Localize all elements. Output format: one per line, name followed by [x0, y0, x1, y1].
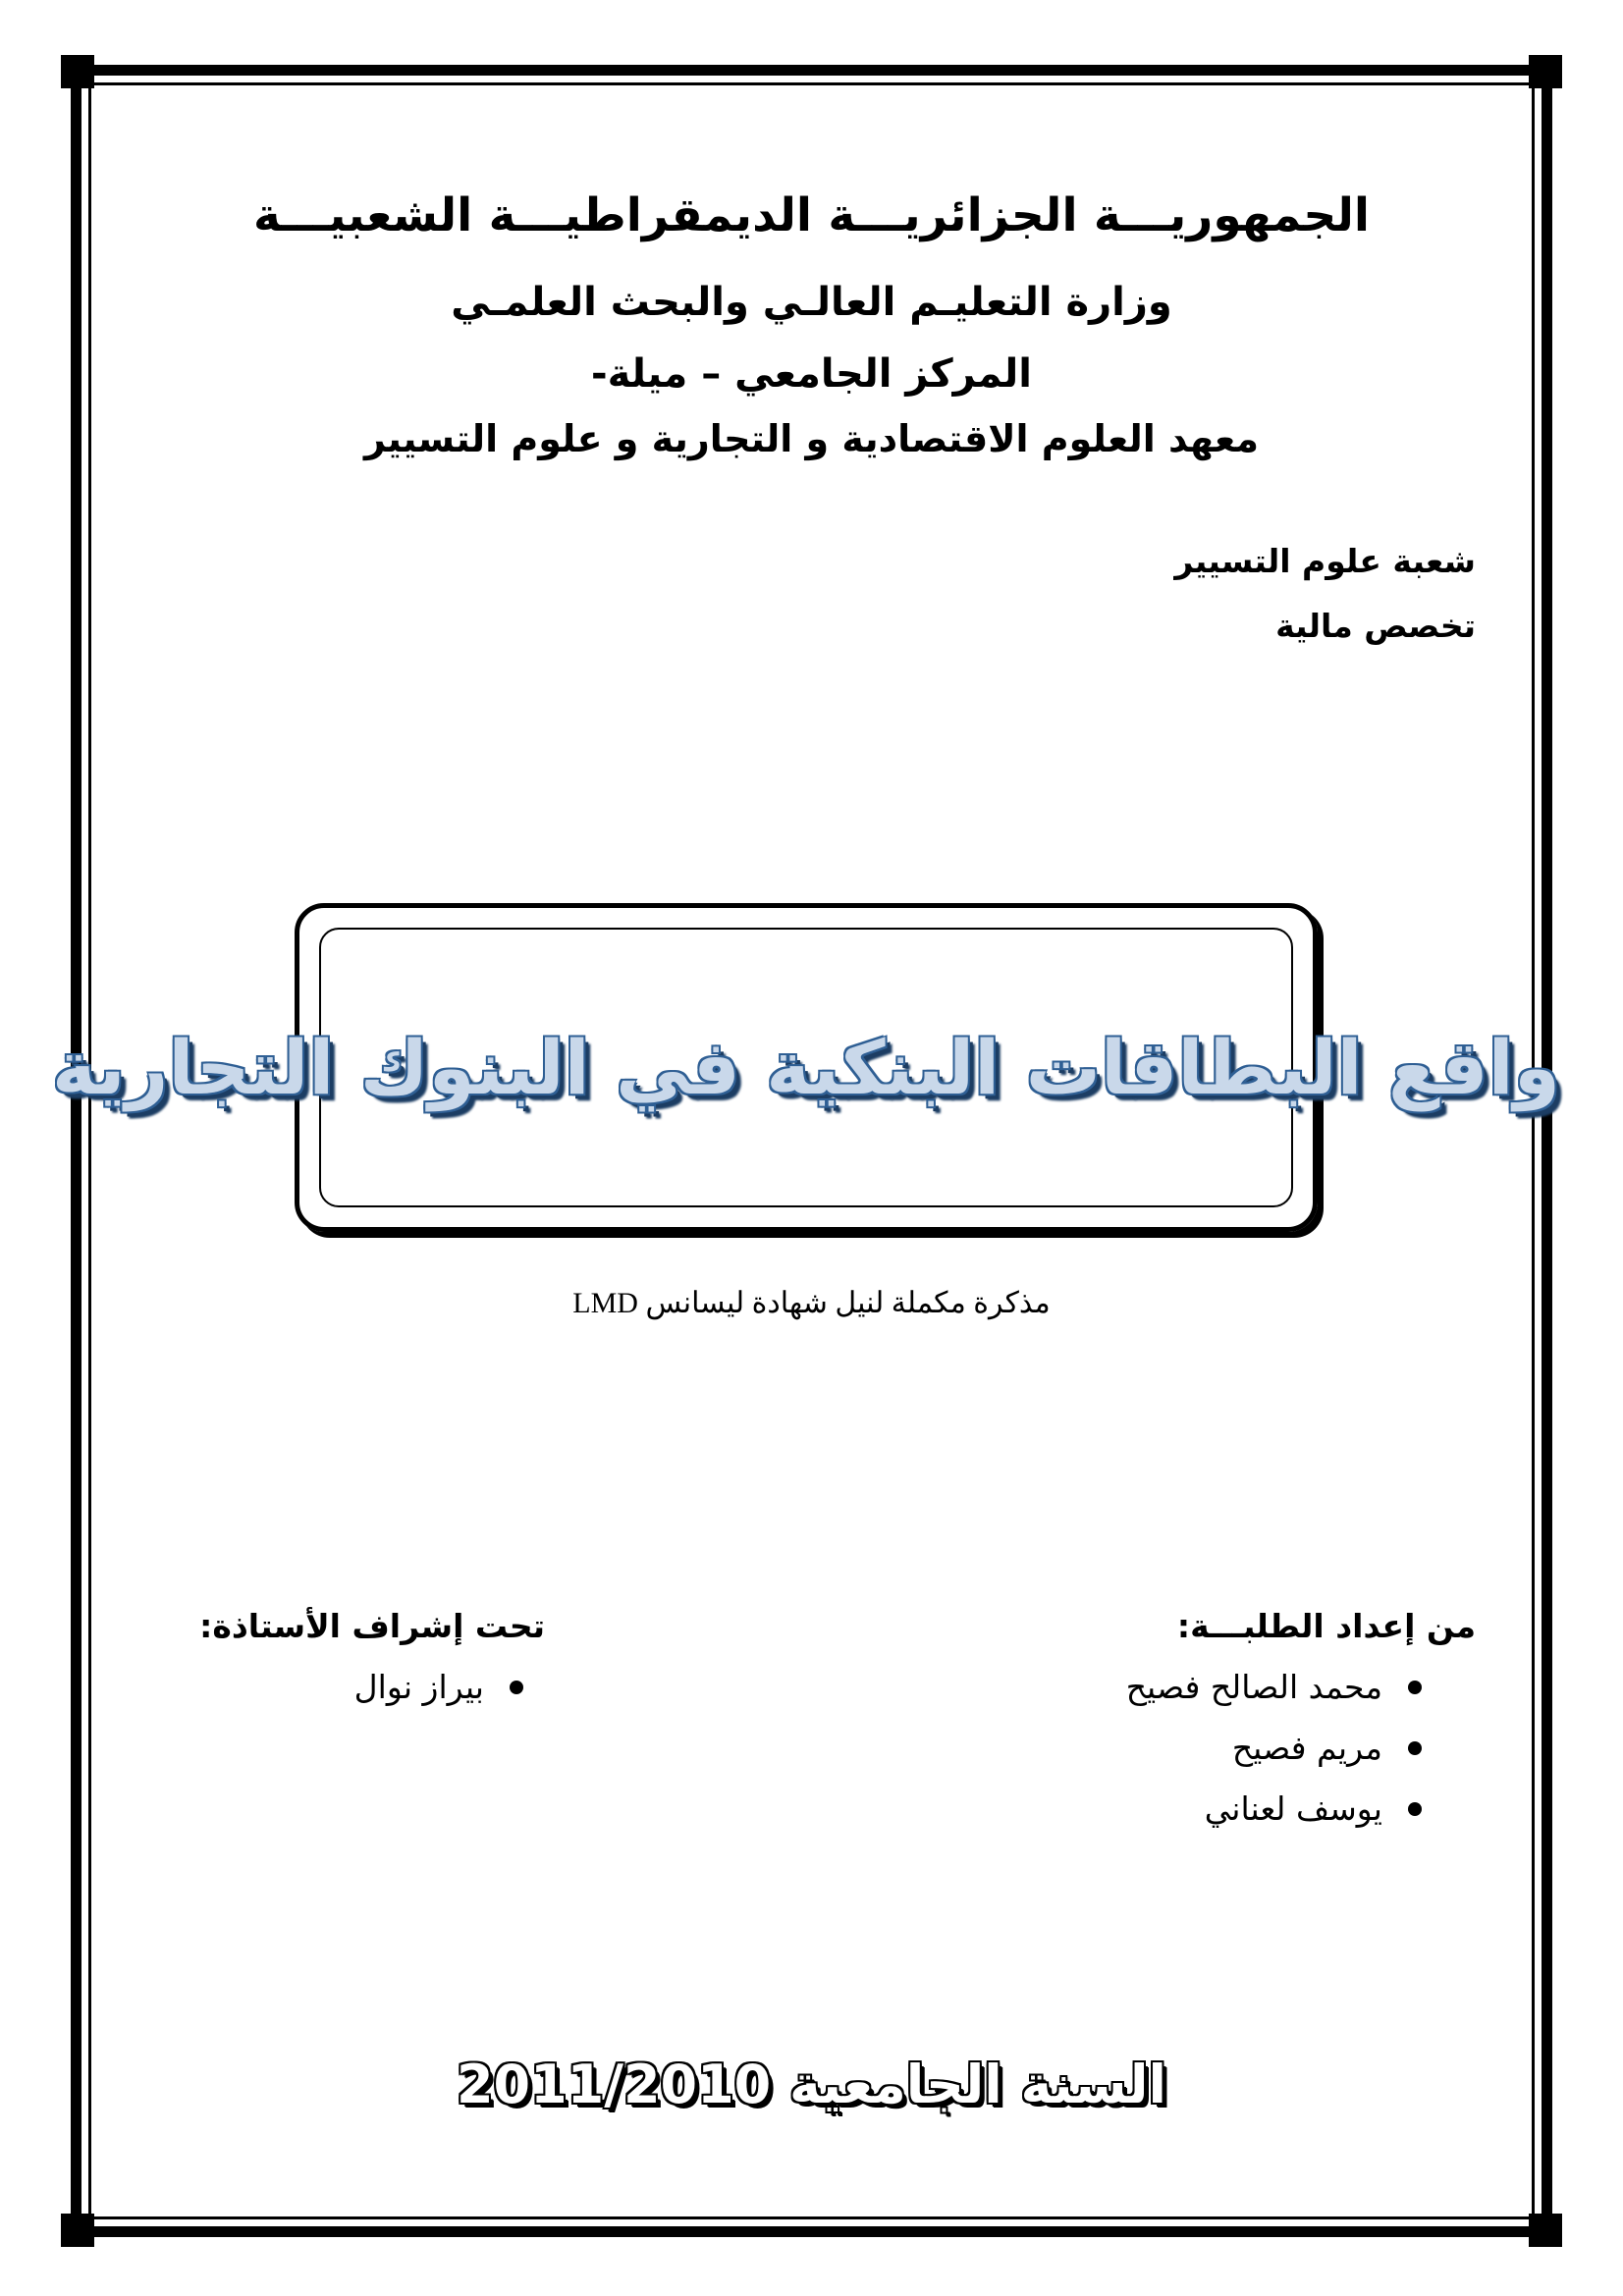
- border-corner-bottom-right: [1529, 2214, 1562, 2247]
- list-item: [1126, 1779, 1422, 1840]
- institute-name: معهد العلوم الاقتصادية و التجارية و علوم التسيير: [364, 417, 1259, 460]
- title-frame: [52, 903, 1560, 1232]
- supervisor-name: بيراز نوال: [353, 1668, 484, 1706]
- border-corner-top-right: [1529, 55, 1562, 88]
- bullet-icon: [510, 1681, 523, 1694]
- students-list: [1126, 1657, 1422, 1840]
- ministry-name: وزارة التعليـم العالـي والبحث العلمـي: [451, 280, 1172, 325]
- students-heading: من إعداد الطلبـــة:: [1176, 1607, 1476, 1645]
- supervisor-heading: تحت إشراف الأستاذة:: [199, 1607, 545, 1645]
- bullet-icon: [1408, 1681, 1422, 1694]
- bullet-icon: [1408, 1802, 1422, 1816]
- bullet-icon: [1408, 1741, 1422, 1755]
- academic-year: السنة الجامعية 2011/2010: [456, 2054, 1167, 2115]
- list-item: [1126, 1718, 1422, 1779]
- list-item: [354, 1657, 523, 1718]
- student-name: محمد الصالح فصيح: [1125, 1668, 1382, 1706]
- thesis-title: واقع البطاقات البنكية في البنوك التجارية: [52, 1024, 1560, 1111]
- university-name: المركز الجامعي – ميلة-: [590, 351, 1033, 397]
- student-name: يوسف لعناني: [1204, 1789, 1382, 1828]
- border-corner-bottom-left: [61, 2214, 94, 2247]
- memo-description: مذكرة مكملة لنيل شهادة ليسانس LMD: [572, 1287, 1051, 1319]
- specialty-label: تخصص مالية: [1275, 607, 1476, 645]
- title-frame-inner: [52, 928, 1560, 1207]
- country-name: الجمهوريـــة الجزائريـــة الديمقراطيـــة الشعبيـــة: [253, 188, 1370, 242]
- branch-label: شعبة علوم التسيير: [1174, 542, 1476, 580]
- supervisor-list: [354, 1657, 523, 1718]
- list-item: [1126, 1657, 1422, 1718]
- border-corner-top-left: [61, 55, 94, 88]
- student-name: مريم فصيح: [1231, 1729, 1382, 1767]
